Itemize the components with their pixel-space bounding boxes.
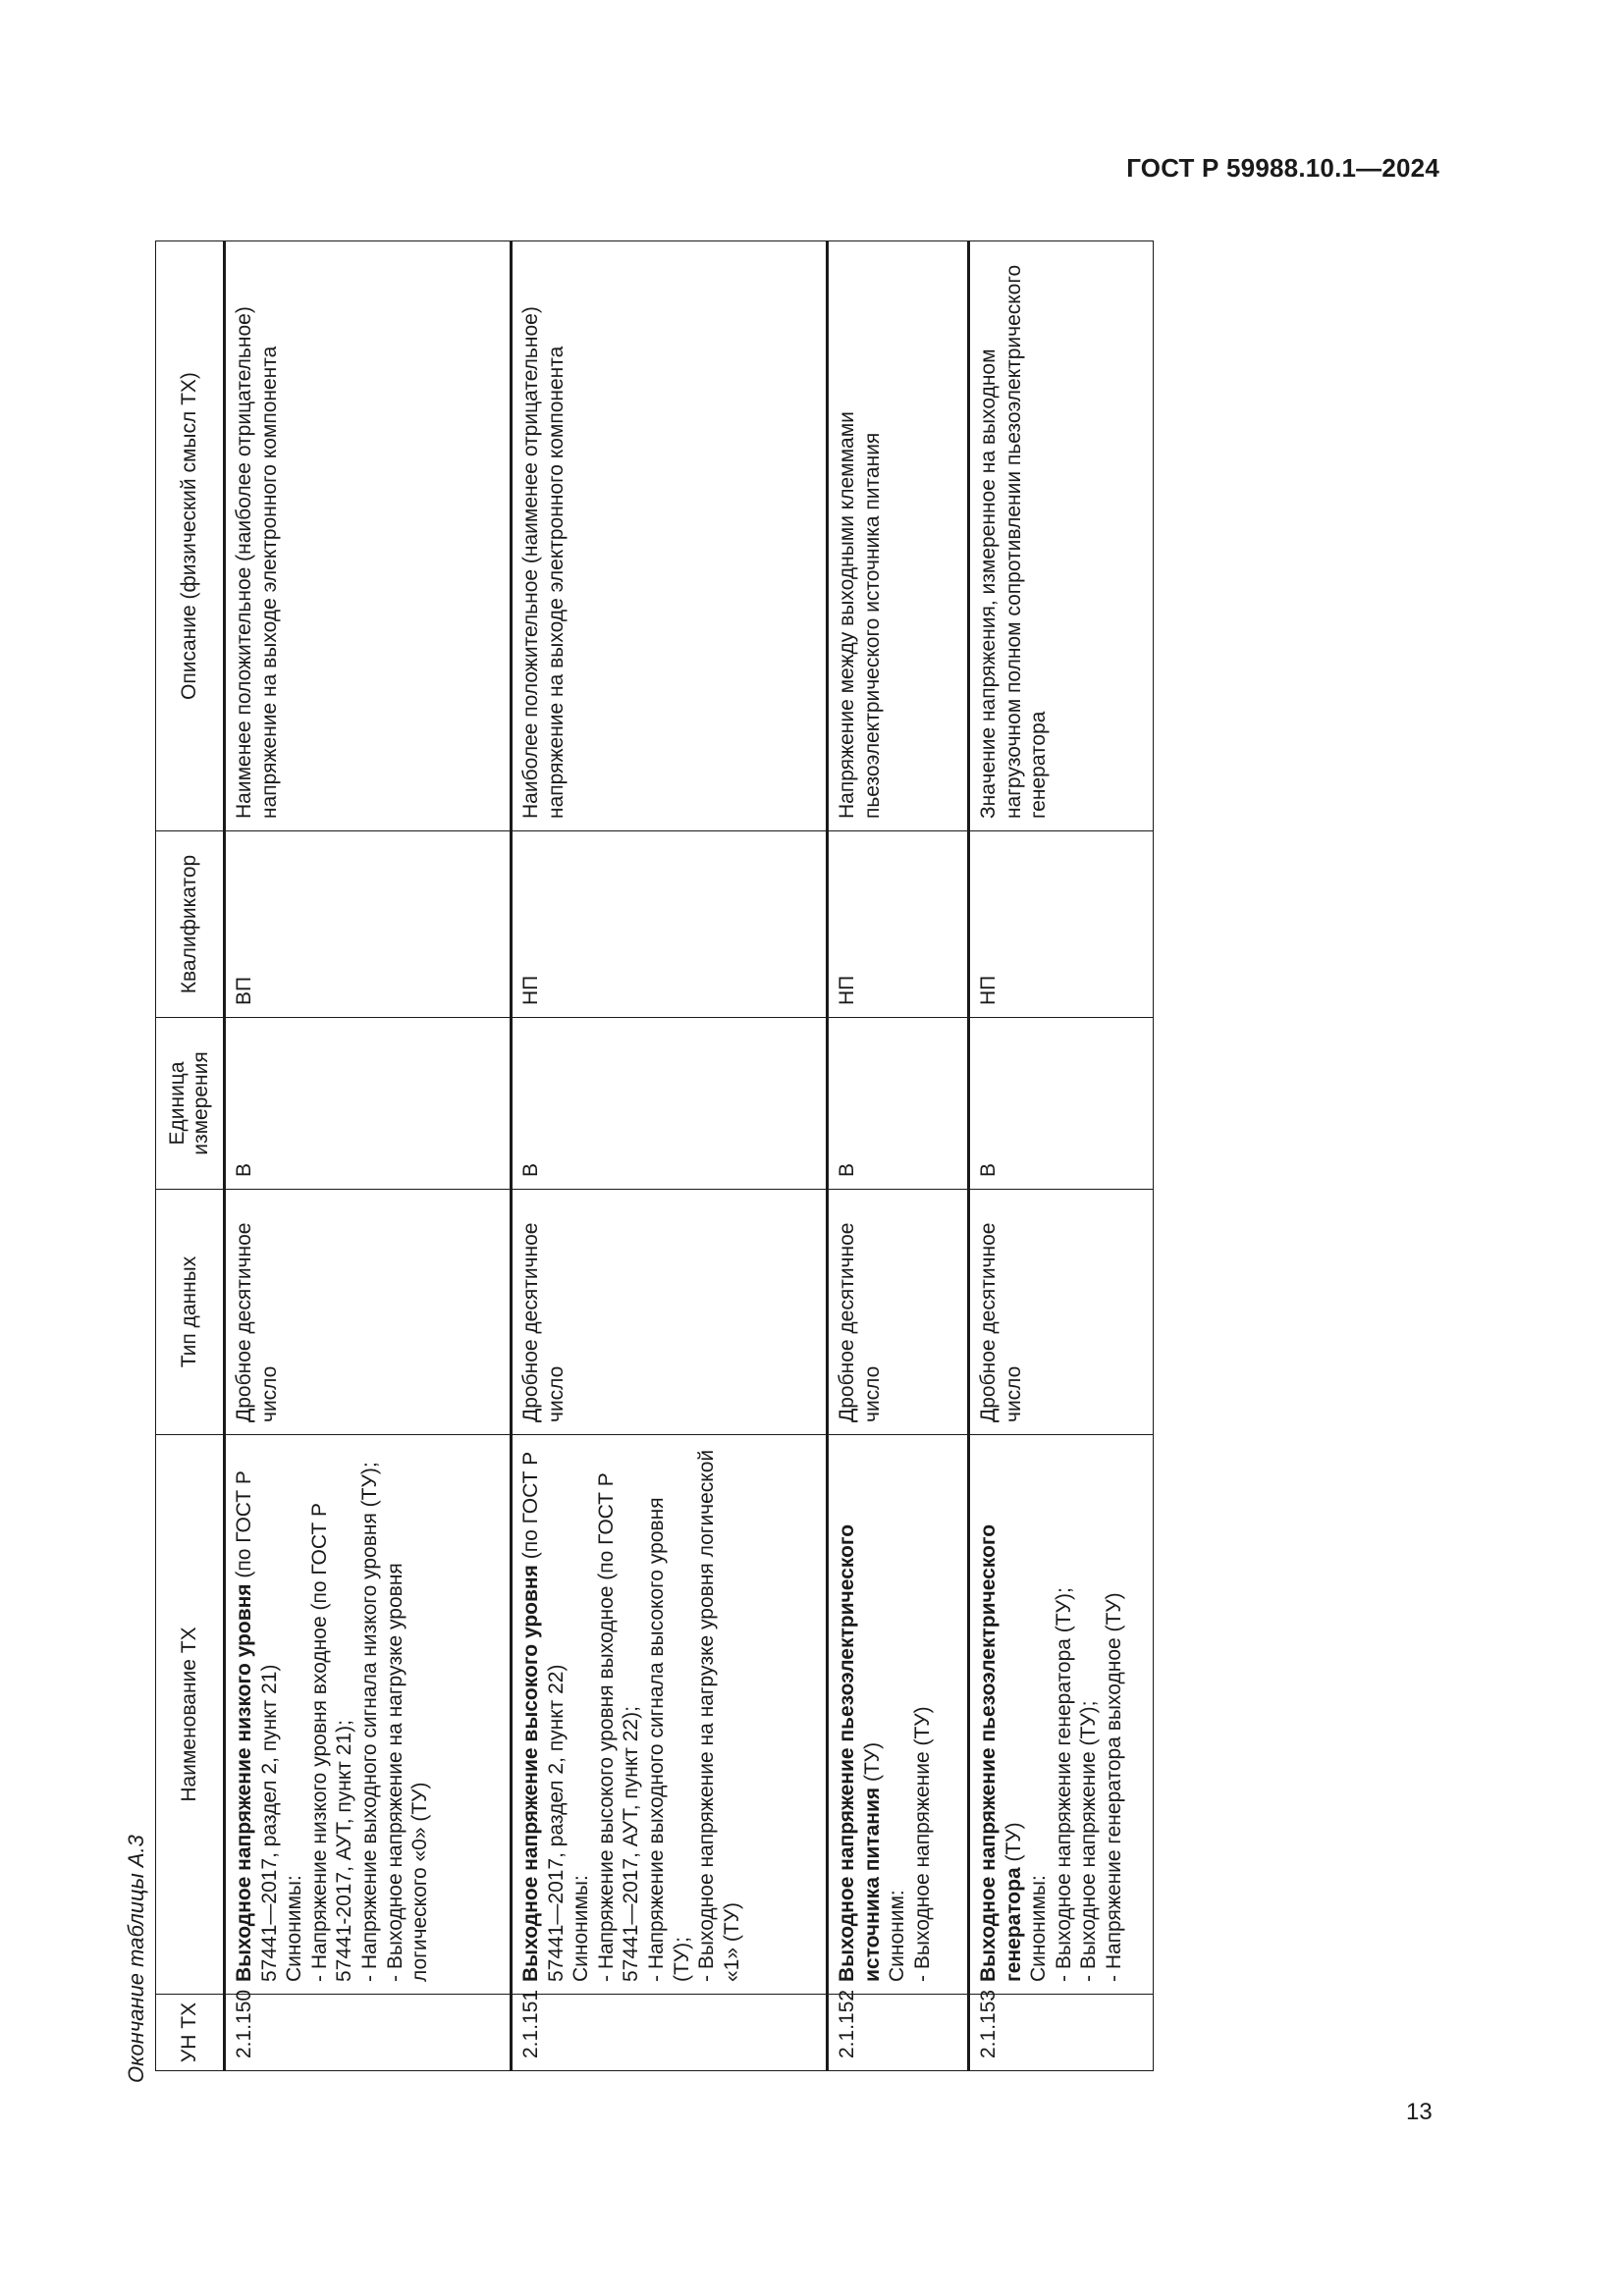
- name-bold: Выходное напряжение высокого уровня: [519, 1565, 542, 1982]
- synonym-item: - Напряжение выходного сигнала низкого уровня (ТУ);: [358, 1462, 382, 1982]
- name-bold: Выходное напряжение низкого уровня: [233, 1583, 255, 1982]
- characteristics-table: [155, 240, 1154, 2071]
- synonyms-label: Синоним:: [886, 1890, 909, 1982]
- table-row: [512, 241, 828, 2071]
- name-rest: (по ГОСТ Р 57441—2017, раздел 2, пункт 21): [233, 1470, 281, 1982]
- cell-id: 2.1.152: [828, 1995, 969, 2071]
- cell-name: [969, 1435, 1154, 1995]
- synonym-item: - Выходное напряжение (ТУ);: [1077, 1700, 1101, 1982]
- cell-type: Дробное десятичное число: [969, 1190, 1154, 1435]
- cell-description: Наименее положительное (наиболее отрицательное) напряжение на выходе электронного компонента: [225, 241, 512, 831]
- synonym-item: - Выходное напряжение на нагрузке уровня логического «0» (ТУ): [383, 1563, 432, 1982]
- col-header-id: УН ТХ: [156, 1995, 225, 2071]
- name-bold: Выходное напряжение пьезоэлектрического генератора: [977, 1523, 1025, 1982]
- cell-type: Дробное десятичное число: [512, 1190, 828, 1435]
- cell-name: [225, 1435, 512, 1995]
- name-rest: (ТУ): [1001, 1822, 1025, 1868]
- rotated-table-block: [120, 241, 1153, 2083]
- col-header-name: Наименование ТХ: [156, 1435, 225, 1995]
- cell-unit: В: [225, 1018, 512, 1190]
- name-rest: (по ГОСТ Р 57441—2017, раздел 2, пункт 22): [519, 1451, 568, 1982]
- table-row: [225, 241, 512, 2071]
- cell-unit: В: [969, 1018, 1154, 1190]
- page-number: 13: [1406, 2099, 1433, 2125]
- cell-qualifier: НП: [969, 831, 1154, 1018]
- synonym-item: - Выходное напряжение на нагрузке уровня логической «1» (ТУ): [695, 1449, 743, 1982]
- synonyms-label: Синонимы:: [569, 1875, 593, 1982]
- synonym-item: - Напряжение генератора выходное (ТУ): [1103, 1592, 1126, 1982]
- synonym-item: - Выходное напряжение (ТУ): [910, 1706, 934, 1982]
- col-header-unit: Единица измерения: [156, 1018, 225, 1190]
- cell-qualifier: ВП: [225, 831, 512, 1018]
- cell-id: 2.1.153: [969, 1995, 1154, 2071]
- standard-header: ГОСТ Р 59988.10.1—2024: [1126, 153, 1439, 183]
- cell-qualifier: НП: [828, 831, 969, 1018]
- table-header-row: [156, 241, 225, 2071]
- cell-description: Значение напряжения, измеренное на выходном нагрузочном полном сопротивлении пьезоэлектрического генератора: [969, 241, 1154, 831]
- cell-id: 2.1.151: [512, 1995, 828, 2071]
- cell-unit: В: [512, 1018, 828, 1190]
- synonym-item: - Напряжение высокого уровня выходное (по ГОСТ Р 57441—2017, АУТ, пункт 22);: [594, 1472, 643, 1982]
- synonym-item: - Напряжение низкого уровня входное (по ГОСТ Р 57441-2017, АУТ, пункт 21);: [307, 1502, 356, 1982]
- table-row: [969, 241, 1154, 2071]
- cell-name: [512, 1435, 828, 1995]
- synonyms-label: Синонимы:: [1027, 1875, 1051, 1982]
- cell-description: Наиболее положительное (наименее отрицательное) напряжение на выходе электронного компонента: [512, 241, 828, 831]
- name-rest: (ТУ): [860, 1741, 884, 1788]
- cell-description: Напряжение между выходными клеммами пьезоэлектрического источника питания: [828, 241, 969, 831]
- col-header-type: Тип данных: [156, 1190, 225, 1435]
- col-header-description: Описание (физический смысл ТХ): [156, 241, 225, 831]
- table-row: [828, 241, 969, 2071]
- cell-id: 2.1.150: [225, 1995, 512, 2071]
- cell-name: [828, 1435, 969, 1995]
- cell-type: Дробное десятичное число: [225, 1190, 512, 1435]
- cell-unit: В: [828, 1018, 969, 1190]
- table-caption: Окончание таблицы А.3: [124, 1835, 148, 2083]
- col-header-qualifier: Квалификатор: [156, 831, 225, 1018]
- name-bold: Выходное напряжение пьезоэлектрического источника питания: [836, 1523, 884, 1982]
- synonyms-label: Синонимы:: [283, 1875, 306, 1982]
- cell-type: Дробное десятичное число: [828, 1190, 969, 1435]
- synonym-item: - Выходное напряжение генератора (ТУ);: [1052, 1587, 1075, 1982]
- synonym-item: - Напряжение выходного сигнала высокого уровня (ТУ);: [645, 1497, 693, 1982]
- cell-qualifier: НП: [512, 831, 828, 1018]
